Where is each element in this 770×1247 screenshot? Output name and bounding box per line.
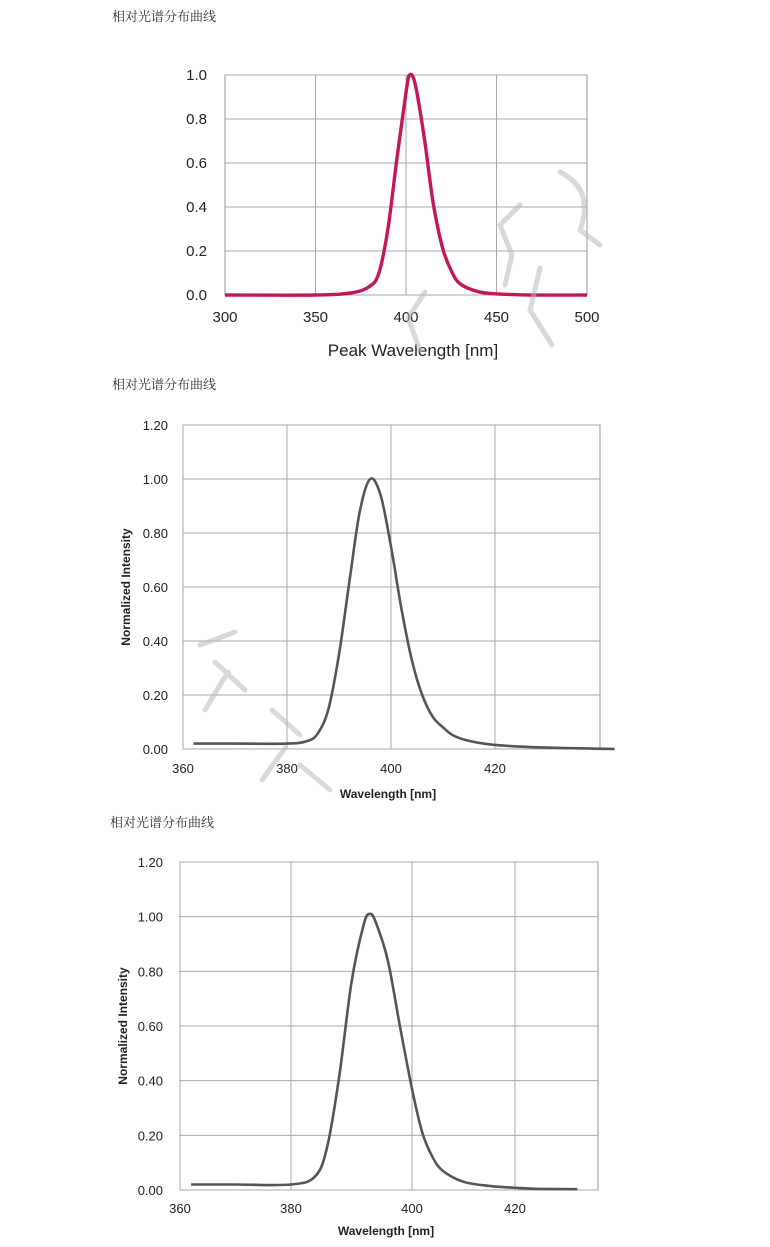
series-line — [193, 478, 614, 749]
y-tick-label: 0.6 — [186, 155, 207, 172]
x-axis-label: Peak Wavelength [nm] — [327, 341, 499, 360]
y-tick-label: 0.2 — [186, 243, 207, 260]
x-tick-label: 400 — [393, 309, 419, 326]
y-tick-label: 0.4 — [186, 199, 207, 216]
y-tick-label: 0.00 — [142, 742, 168, 757]
y-tick-label: 0.60 — [142, 580, 168, 595]
x-tick-label: 360 — [169, 1201, 191, 1216]
x-tick-label: 450 — [483, 309, 510, 326]
x-tick-label: 420 — [504, 1201, 526, 1216]
x-tick-label: 380 — [276, 761, 298, 776]
y-tick-label: 0.80 — [137, 964, 163, 980]
y-tick-label: 0.8 — [186, 111, 207, 128]
x-tick-label: 380 — [280, 1201, 302, 1216]
plot-area — [119, 418, 615, 801]
y-tick-label: 0.80 — [142, 526, 168, 541]
y-tick-label: 0.0 — [186, 287, 207, 304]
y-tick-label: 1.00 — [137, 909, 163, 925]
x-tick-label: 350 — [302, 309, 329, 326]
series-line — [191, 914, 577, 1189]
x-tick-label: 400 — [380, 761, 402, 776]
y-tick-label: 0.40 — [142, 634, 168, 649]
watermark-stroke — [530, 268, 552, 345]
x-tick-label: 500 — [574, 309, 600, 326]
spectrum-chart-normalized-2 — [0, 810, 770, 1247]
spectrum-chart-normalized-1 — [0, 370, 770, 810]
y-axis-label: Normalized Intensity — [116, 967, 130, 1085]
spectrum-chart-peak-wavelength — [0, 0, 770, 370]
x-tick-label: 420 — [484, 761, 506, 776]
y-tick-label: 0.40 — [137, 1073, 163, 1089]
watermark — [200, 632, 330, 790]
watermark-stroke — [500, 205, 520, 285]
y-tick-label: 1.20 — [137, 855, 163, 870]
section-title-2: 相对光谱分布曲线 — [112, 378, 217, 393]
section-title-3: 相对光谱分布曲线 — [110, 816, 215, 831]
y-tick-label: 0.20 — [137, 1128, 163, 1144]
y-tick-label: 1.00 — [142, 472, 168, 487]
section-title-1: 相对光谱分布曲线 — [112, 10, 217, 25]
x-tick-label: 400 — [401, 1201, 423, 1216]
y-tick-label: 0.20 — [142, 688, 168, 703]
watermark-stroke — [200, 632, 245, 710]
y-tick-label: 0.00 — [137, 1183, 163, 1198]
x-axis-label: Wavelength [nm] — [339, 787, 437, 801]
watermark-stroke — [560, 172, 600, 245]
y-tick-label: 1.20 — [142, 418, 168, 433]
watermark-stroke — [262, 710, 330, 790]
y-tick-label: 0.60 — [137, 1019, 163, 1034]
plot-area — [186, 67, 599, 360]
y-axis-label: Normalized Intensity — [119, 528, 133, 646]
x-tick-label: 300 — [212, 309, 238, 326]
y-tick-label: 1.0 — [186, 67, 207, 84]
plot-area — [116, 855, 598, 1238]
x-axis-label: Wavelength [nm] — [337, 1224, 435, 1238]
x-tick-label: 360 — [172, 761, 194, 776]
